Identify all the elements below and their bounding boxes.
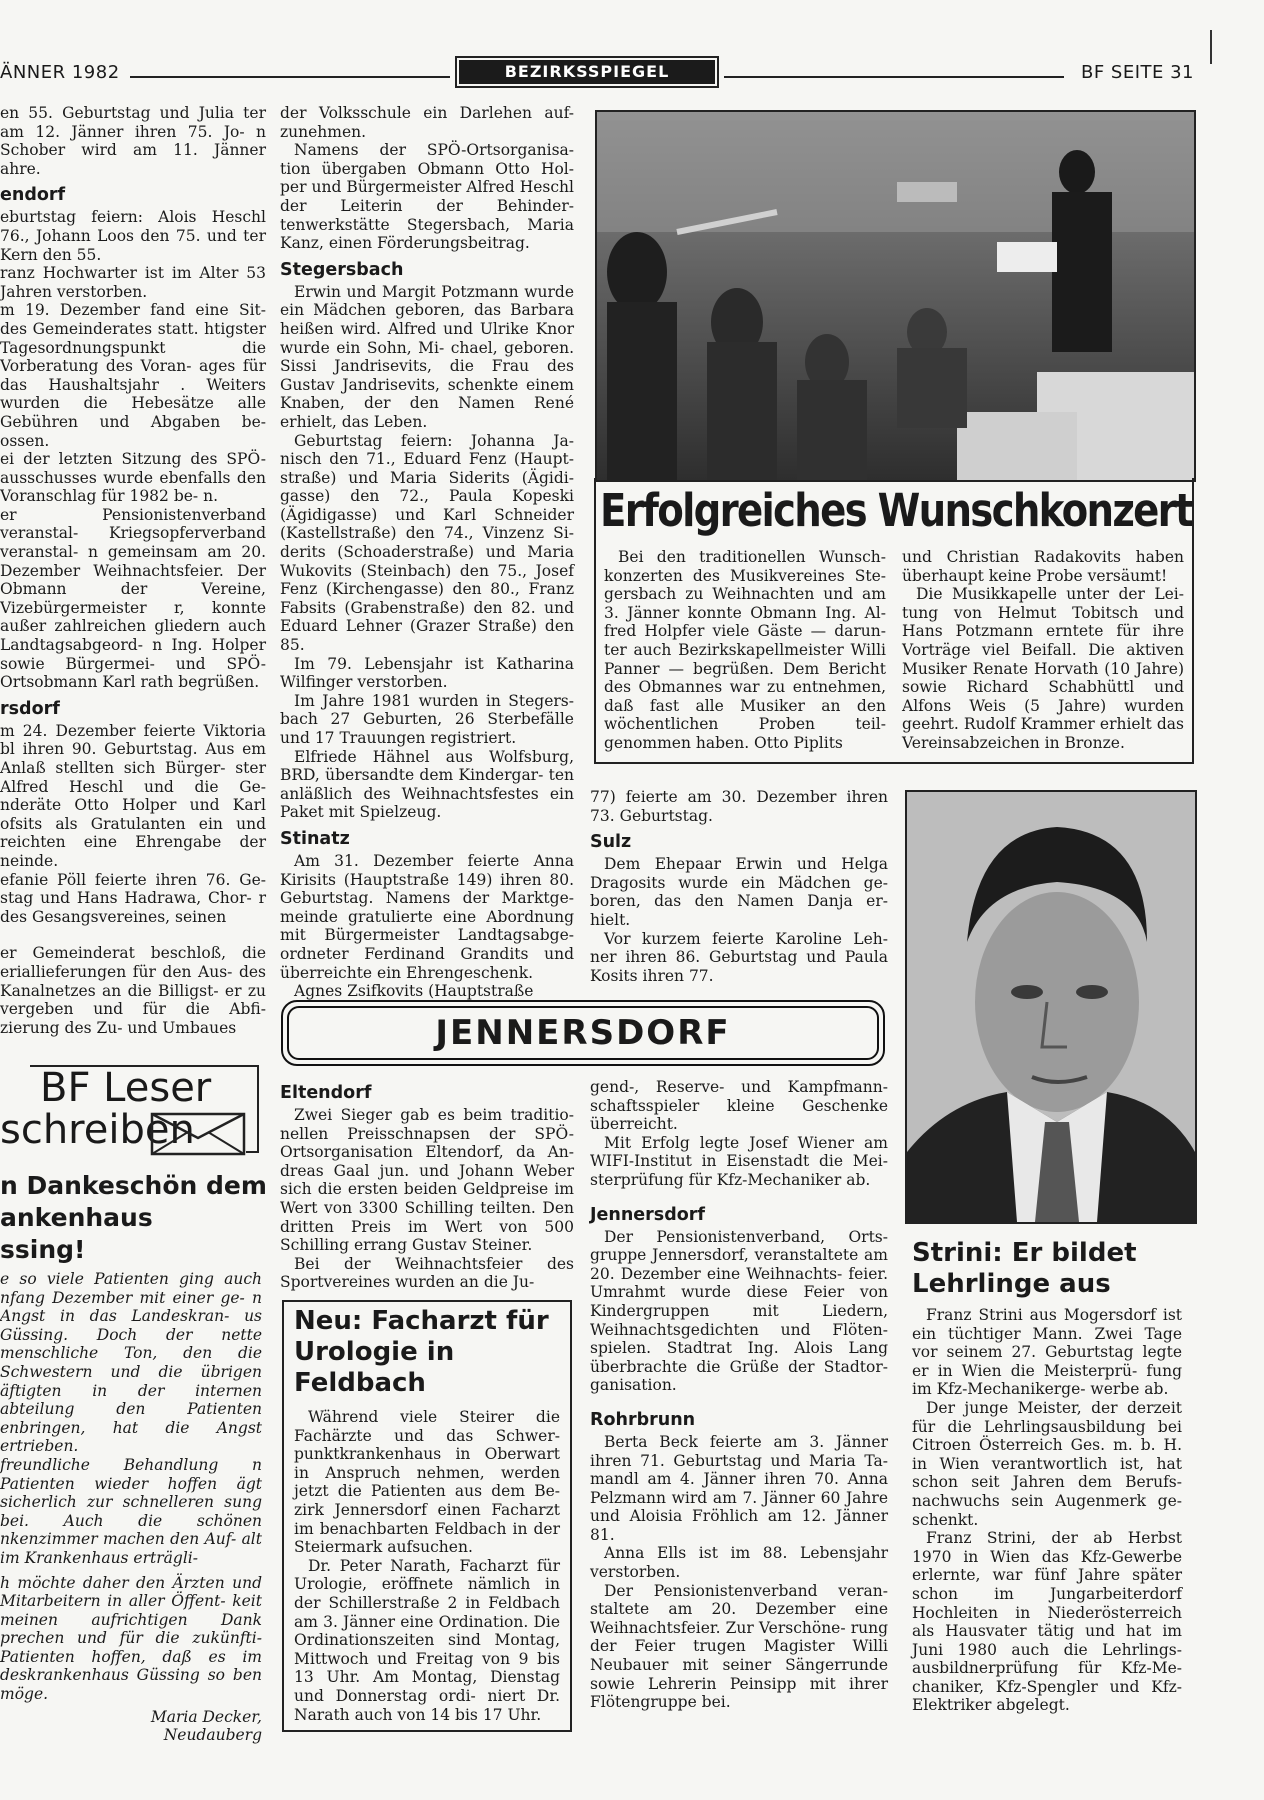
portrait-photo (905, 790, 1197, 1224)
subheading-jennersdorf: Jennersdorf (590, 1204, 706, 1225)
wunschkonzert-col-right (902, 548, 1184, 753)
portrait-photo-image (907, 792, 1195, 1222)
paragraph: Anna Ells ist im 88. Lebensjahr verstorben. (590, 1544, 888, 1582)
paragraph: Bei den traditionellen Wunsch- konzerten des Musikvereines Ste- gersbach zu Weihnachten und am 3. Jänner konnte Obmann Ing. Al- fred Holpfer viele Gäste — darun- ter auch Bezirkskapellmeister Willi Panner — begrüßen. Dem Bericht des Obmannes war zu entnehmen, daß fast alle Musiker an den wöchentlichen Proben teil- genommen haben. Otto Piplits (604, 548, 886, 752)
paragraph: Der Pensionistenverband, Orts- gruppe Jennersdorf, veranstaltete am 20. Dezember eine Weihnachts- feier. Umrahmt wurde diese Feier von Kindergruppen mit Liedern, Weihnachtsgedichten und Flöten- spielen. Stadtrat Ing. Alois Lang überbrachte die Grüße der Stadtor- ganisation. (590, 1227, 888, 1395)
paragraph: en 55. Geburtstag und Julia ter am 12. Jänner ihren 75. Jo- n Schober wird am 11. Jänner ahre. (0, 104, 266, 178)
header-rule-left (130, 76, 450, 78)
header-rule-right (724, 76, 1064, 78)
wunschkonzert-col-left (604, 548, 886, 753)
paragraph: Agnes Zsifkovits (Hauptstraße (294, 982, 534, 1001)
facharzt-body (294, 1408, 560, 1724)
paragraph: e so viele Patienten ging auch nfang Dezember mit einer ge- n Angst in das Landeskran- us Güssing. Doch der nette menschliche Ton, den die Schwestern und die übrigen äftigten in der internen abteilung den Patienten enbringen, hat die Angst ertrieben. (0, 1270, 262, 1456)
corner-mark (1210, 30, 1212, 64)
paragraph: efanie Pöll feierte ihren 76. Ge- stag und Hans Hadrawa, Chor- r des Gesangsvereines, seinen (0, 870, 266, 926)
paragraph: Franz Strini, der ab Herbst 1970 in Wien das Kfz-Gewerbe erlernte, war fünf Jahre später schon im Jungarbeiterdorf Hochleiten in Niederösterreich als Hausvater tätig und hat im Juni 1980 auch die Lehrlings- ausbildnerprüfung für Kfz-Me- chaniker, Kfz-Spengler und Kfz- Elektriker abgelegt. (912, 1529, 1182, 1715)
jennersdorf-banner (281, 1000, 885, 1066)
paragraph: Der junge Meister, der derzeit für die Lehrlingsausbildung bei Citroen Österreich Ges. m. b. H. in Wien verantwortlich ist, hat schon seit Jahren dem Berufs- nachwuchs sein Augenmerk ge- schenkt. (912, 1398, 1182, 1529)
paragraph: Mit Erfolg legte Josef Wiener am WIFI-Institut in Eisenstadt die Mei- sterprüfung für Kfz-Mechaniker ab. (590, 1133, 888, 1189)
facharzt-headline: Neu: Facharzt für Urologie in Feldbach (294, 1306, 549, 1398)
paragraph: m 24. Dezember feierte Viktoria bl ihren 90. Geburtstag. Aus em Anlaß stellten sich Bürger- ster Alfred Heschl und die Ge- nderäte Otto Holper und Karl ofsits als Gratulanten ein und reichten eine Ehrengabe der neinde. (0, 721, 266, 870)
envelope-icon (150, 1112, 246, 1156)
paragraph: und Christian Radakovits haben überhaupt keine Probe versäumt! (902, 548, 1184, 585)
paragraph: Im 79. Lebensjahr ist Katharina Wilfinger verstorben. (280, 654, 574, 692)
paragraph: er Gemeinderat beschloß, die eriallieferungen für den Aus- des Kanalnetzes an die Billigst- er zu vergeben und für die Abfi- zierung des Zu- und Umbaues (0, 944, 266, 1037)
paragraph: Dem Ehepaar Erwin und Helga Dragosits wurde ein Mädchen ge- boren, das den Namen Danja er- hielt. (590, 855, 888, 929)
paragraph: Vor kurzem feierte Karoline Leh- ner ihren 86. Geburtstag und Paula Kosits ihren 77. (590, 929, 888, 985)
paragraph: Der Pensionistenverband veran- staltete am 20. Dezember eine Weihnachtsfeier. Zur Verschöne- rung der Feier trugen Magister Willi Neubauer mit seiner Sängerrunde sowie Lehrerin Peinsipp mit ihrer Flötengruppe bei. (590, 1581, 888, 1712)
column-3-lower (590, 1078, 888, 1712)
concert-photo (595, 110, 1196, 482)
paragraph: ranz Hochwarter ist im Alter 53 Jahren verstorben. (0, 264, 266, 301)
paragraph: Dr. Peter Narath, Facharzt für Urologie, eröffnete nämlich in der Schillerstraße 2 in Feldbach am 3. Jänner eine Ordination. Die Ordinationszeiten sind Montag, Mittwoch und Freitag von 9 bis 13 Uhr. Am Montag, Dienstag und Donnerstag ordi- niert Dr. Narath auch von 14 bis 17 Uhr. (294, 1556, 560, 1724)
subheading-stegersbach: Stegersbach (280, 259, 404, 280)
paragraph: Franz Strini aus Mogersdorf ist ein tüchtiger Mann. Zwei Tage vor seinem 27. Geburtstag legte er in Wien die Meisterprü- fung im Kfz-Mechanikerge- werbe ab. (912, 1306, 1182, 1399)
subheading: endorf (0, 185, 66, 206)
column-3-mid (590, 788, 888, 985)
column-1 (0, 104, 266, 1037)
paragraph: freundliche Behandlung n Patienten wieder hoffen ägt sicherlich zur schnelleren sung bei. Auch die schönen nkenzimmer machen den Auf- alt im Krankenhaus erträgli- (0, 1455, 262, 1567)
leserbrief-headline-line2: ankenhaus (0, 1203, 153, 1232)
section-label: BEZIRKSSPIEGEL (459, 60, 715, 84)
subheading-eltendorf: Eltendorf (280, 1083, 372, 1103)
paragraph: Namens der SPÖ-Ortsorganisa- tion übergaben Obmann Otto Hol- per und Bürgermeister Alfred Heschl der Leiterin der Behinder- tenwerkstätte Stegersbach, Maria Kanz, einen Förderungsbeitrag. (280, 141, 574, 253)
paragraph: Im Jahre 1981 wurden in Stegers- bach 27 Geburten, 26 Sterbefälle und 17 Trauungen registriert. (280, 691, 574, 747)
issue-date: ÄNNER 1982 (0, 62, 120, 83)
paragraph: Während viele Steirer die Fachärzte und das Schwer- punktkrankenhaus in Oberwart in Anspruch nehmen, werden jetzt die Patienten aus dem Be- zirk Jennersdorf einen Facharzt im benachbarten Feldbach in der Steiermark aufsuchen. (294, 1408, 560, 1557)
paragraph: 77) feierte am 30. Dezember ihren 73. Geburtstag. (590, 788, 888, 825)
bf-leser-line1: BF Leser (40, 1065, 212, 1111)
paragraph: Am 31. Dezember feierte Anna Kirisits (Hauptstraße 149) ihren 80. Geburtstag. Namens der Marktge- meinde gratulierte eine Abordnung mit Bürgermeister Landtagsabge- ordneter Ferdinand Grandits und überreichte ein Ehrengeschenk. (280, 851, 574, 982)
page-number: BF SEITE 31 (1080, 62, 1194, 83)
paragraph: Berta Beck feierte am 3. Jänner ihren 71. Geburtstag und Maria Ta- mandl am 4. Jänner ihren 70. Anna Pelzmann wird am 7. Jänner 60 Jahre und Aloisia Fröhlich am 12. Jänner 81. (590, 1432, 888, 1544)
concert-photo-image (597, 112, 1194, 480)
paragraph: eburtstag feiern: Alois Heschl 76., Johann Loos den 75. und ter Kern den 55. (0, 208, 266, 264)
paragraph: Zwei Sieger gab es beim traditio- nellen Preisschnapsen der SPÖ- Ortsorganisation Eltendorf, da An- dreas Gaal jun. und Johann Weber sich die ersten beiden Geldpreise im Wert von 3300 Schilling teilten. Den dritten Preis im Wert von 500 Schilling errang Gustav Steiner. (280, 1106, 574, 1255)
leserbrief-headline-line3: ssing! (0, 1235, 86, 1264)
leserbrief-headline-line1: n Dankeschön dem (0, 1171, 267, 1200)
paragraph: er Pensionistenverband veranstal- Kriegsopferverband veranstal- n gemeinsam am 20. Dezember Weihnachtsfeier. Der Obmann der Vereine, Vizebürgermeister r, konnte außer zahlreichen gliedern auch Landtagsabgeord- n Ing. Holper sowie Bürgermei- und SPÖ-Ortsobmann Karl rath begrüßen. (0, 505, 266, 692)
leserbrief-headline (0, 1170, 270, 1266)
signature-place: Neudauberg (163, 1726, 262, 1745)
paragraph: Erwin und Margit Potzmann wurde ein Mädchen geboren, das Barbara heißen wird. Alfred und Ulrike Knor wurde ein Sohn, Mi- chael, geboren. Sissi Jandrisevits, die Frau des Gustav Jandrisevits, schenkte einem Knaben, der den Namen René erhielt, das Leben. (280, 282, 574, 431)
strini-body (912, 1306, 1182, 1715)
paragraph: Bei der Weihnachtsfeier des Sportvereines wurden an die Ju- (280, 1254, 574, 1292)
strini-headline: Strini: Er bildet Lehrlinge aus (912, 1238, 1137, 1299)
subheading-sulz: Sulz (590, 832, 632, 853)
subheading-stinatz: Stinatz (280, 828, 350, 849)
eltendorf-section (280, 1076, 574, 1292)
wunschkonzert-headline: Erfolgreiches Wunschkonzert (600, 484, 1192, 537)
jennersdorf-banner-text: JENNERSDORF (287, 1006, 879, 1060)
signature-name: Maria Decker, (150, 1707, 262, 1726)
subheading: rsdorf (0, 698, 60, 719)
paragraph: h möchte daher den Ärzten und Mitarbeitern in aller Öffent- keit meinen aufrichtigen Dank prechen und für die zukünfti- Patienten hoffen, daß es im deskrankenhaus Güssing so ben möge. (0, 1573, 262, 1704)
section-label-box (455, 56, 719, 88)
subheading-rohrbrunn: Rohrbrunn (590, 1409, 696, 1430)
paragraph: Geburtstag feiern: Johanna Ja- nisch den 71., Eduard Fenz (Haupt- straße) und Maria Siderits (Ägidi- gasse) den 72., Paula Kopeski (Ägidigasse) und Karl Schneider (Kastellstraße) den 74., Vinzenz Si- derits (Schoaderstraße) und Maria Wukovits (Steinbach) den 75., Josef Fenz (Kirchengasse) den 80., Franz Fabsits (Grabenstraße) den 82. und Eduard Lehner (Grazer Straße) den 85. (280, 431, 574, 655)
paragraph: ei der letzten Sitzung des SPÖ- ausschusses wurde ebenfalls den Voranschlag für 1982 be- n. (0, 450, 266, 506)
paragraph: der Volksschule ein Darlehen auf- zunehmen. (280, 104, 574, 141)
bf-leser-line2: schreiben (0, 1107, 195, 1153)
paragraph: Die Musikkapelle unter der Lei- tung von Helmut Tobitsch und Hans Potzmann erntete für ihre Vorträge viel Beifall. Die aktiven Musiker Renate Horvath (10 Jahre) sowie Richard Schabhüttl und Alfons Weis (5 Jahre) wurden geehrt. Rudolf Krammer erhielt das Vereinsabzeichen in Bronze. (902, 585, 1184, 752)
leserbrief-body (0, 1270, 262, 1745)
paragraph: gend-, Reserve- und Kampfmann- schaftsspieler kleine Geschenke überreicht. (590, 1078, 888, 1134)
paragraph: m 19. Dezember fand eine Sit- des Gemeinderates statt. htigster Tagesordnungspunkt die Vorberatung des Voran- ages für das Haushaltsjahr . Weiters wurden die Hebesätze alle Gebühren und Abgaben be- ossen. (0, 301, 266, 450)
paragraph: Elfriede Hähnel aus Wolfsburg, BRD, übersandte dem Kindergar- ten anläßlich des Weihnachtsfestes ein Paket mit Spielzeug. (280, 747, 574, 822)
column-2 (280, 104, 574, 1001)
